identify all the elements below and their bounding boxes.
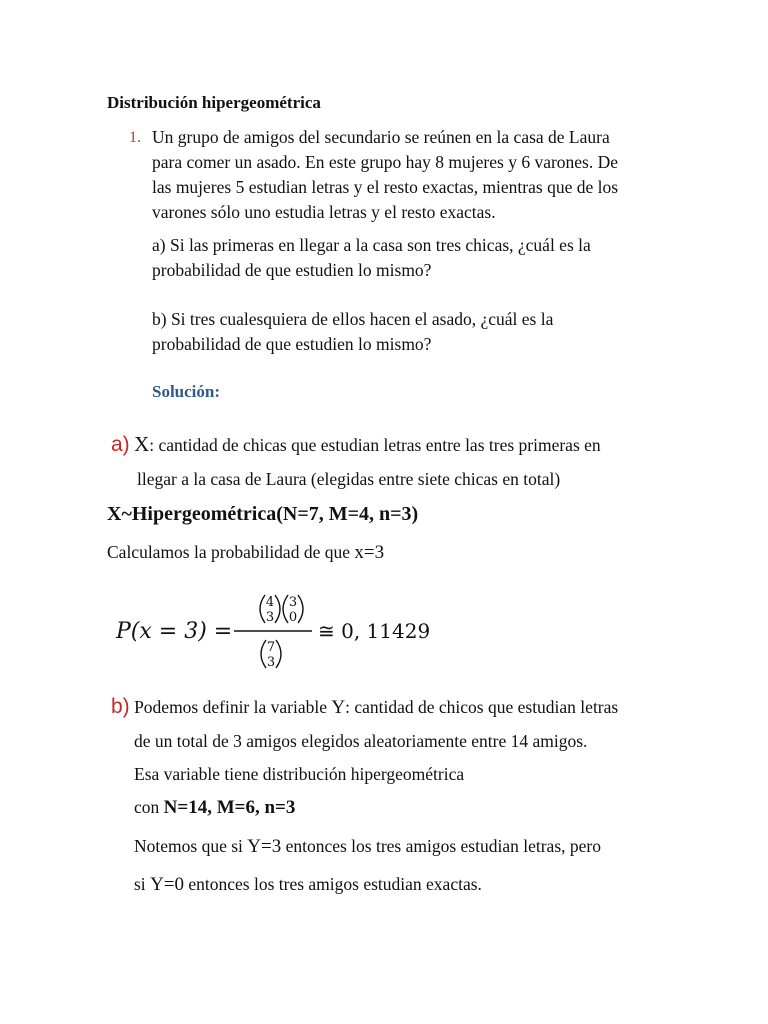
question-a <box>152 233 591 283</box>
part-b-text: Podemos definir la variable <box>134 697 332 717</box>
paren-left <box>260 595 265 623</box>
question-a-line: a) Si las primeras en llegar a la casa son tres chicas, ¿cuál es la <box>152 235 591 255</box>
solution-label: Solución: <box>152 382 221 401</box>
binom-top: 4 <box>265 595 275 610</box>
binom-top: 7 <box>266 640 276 655</box>
variable-x: X <box>134 432 150 456</box>
part-b-text: : cantidad de chicos que estudian letras <box>345 697 619 717</box>
variable-y: Y <box>331 697 346 718</box>
variable-y0: Y=0 <box>150 874 184 895</box>
question-b-line: probabilidad de que estudien lo mismo? <box>152 334 432 354</box>
part-b-line-5 <box>134 836 601 858</box>
binom-bottom: 3 <box>266 655 276 670</box>
distribution-params: N=14, M=6, n=3 <box>163 797 296 818</box>
part-a-text: : cantidad de chicas que estudian letras entre las tres primeras en <box>149 435 601 455</box>
probability-formula <box>112 588 432 678</box>
question-a-line: probabilidad de que estudien lo mismo? <box>152 260 432 280</box>
part-b-text: Notemos que si <box>134 836 248 856</box>
document-title: Distribución hipergeométrica <box>107 93 321 112</box>
part-b-line-2: de un total de 3 amigos elegidos aleatoriamente entre 14 amigos. <box>134 731 588 751</box>
paren-right <box>276 640 281 668</box>
calc-var: x=3 <box>354 542 385 563</box>
variable-y3: Y=3 <box>247 836 282 857</box>
formula-result: ≅ 0, 11429 <box>318 619 431 643</box>
part-b-text: entonces los tres amigos estudian exactas. <box>184 874 482 894</box>
part-a-letter: a) <box>111 433 130 456</box>
binom-top: 3 <box>288 595 298 610</box>
part-b-line-1 <box>111 695 618 719</box>
paren-left <box>261 640 266 668</box>
problem-line: Un grupo de amigos del secundario se reúnen en la casa de Laura <box>152 127 610 147</box>
paren-right <box>298 595 303 623</box>
part-b-line-6 <box>134 874 482 896</box>
paren-left <box>283 595 288 623</box>
list-number: 1. <box>129 129 141 146</box>
problem-statement <box>152 125 618 225</box>
formula-lhs: P(x = 3) = <box>116 619 233 644</box>
part-a-line-1 <box>111 432 601 457</box>
distribution-heading: X~Hipergeométrica(N=7, M=4, n=3) <box>107 503 419 525</box>
binom-bottom: 3 <box>265 610 275 625</box>
question-b-line: b) Si tres cualesquiera de ellos hacen el asado, ¿cuál es la <box>152 309 554 329</box>
part-b-text: con <box>134 797 164 817</box>
part-a-line-2: llegar a la casa de Laura (elegidas entre siete chicas en total) <box>137 469 561 489</box>
part-b-text: entonces los tres amigos estudian letras, pero <box>281 836 601 856</box>
problem-line: las mujeres 5 estudian letras y el resto exactas, mientras que de los <box>152 177 619 197</box>
problem-line: varones sólo uno estudia letras y el resto exactas. <box>152 202 496 222</box>
problem-line: para comer un asado. En este grupo hay 8 mujeres y 6 varones. De <box>152 152 619 172</box>
question-b <box>152 307 553 357</box>
part-b-line-3: Esa variable tiene distribución hipergeométrica <box>134 764 465 784</box>
part-b-letter: b) <box>111 695 130 718</box>
binom-bottom: 0 <box>288 610 298 625</box>
part-b-line-4 <box>134 797 295 819</box>
calc-line <box>107 542 384 564</box>
calc-text: Calculamos la probabilidad de que <box>107 542 355 562</box>
part-b-text: si <box>134 874 151 894</box>
paren-right <box>275 595 280 623</box>
